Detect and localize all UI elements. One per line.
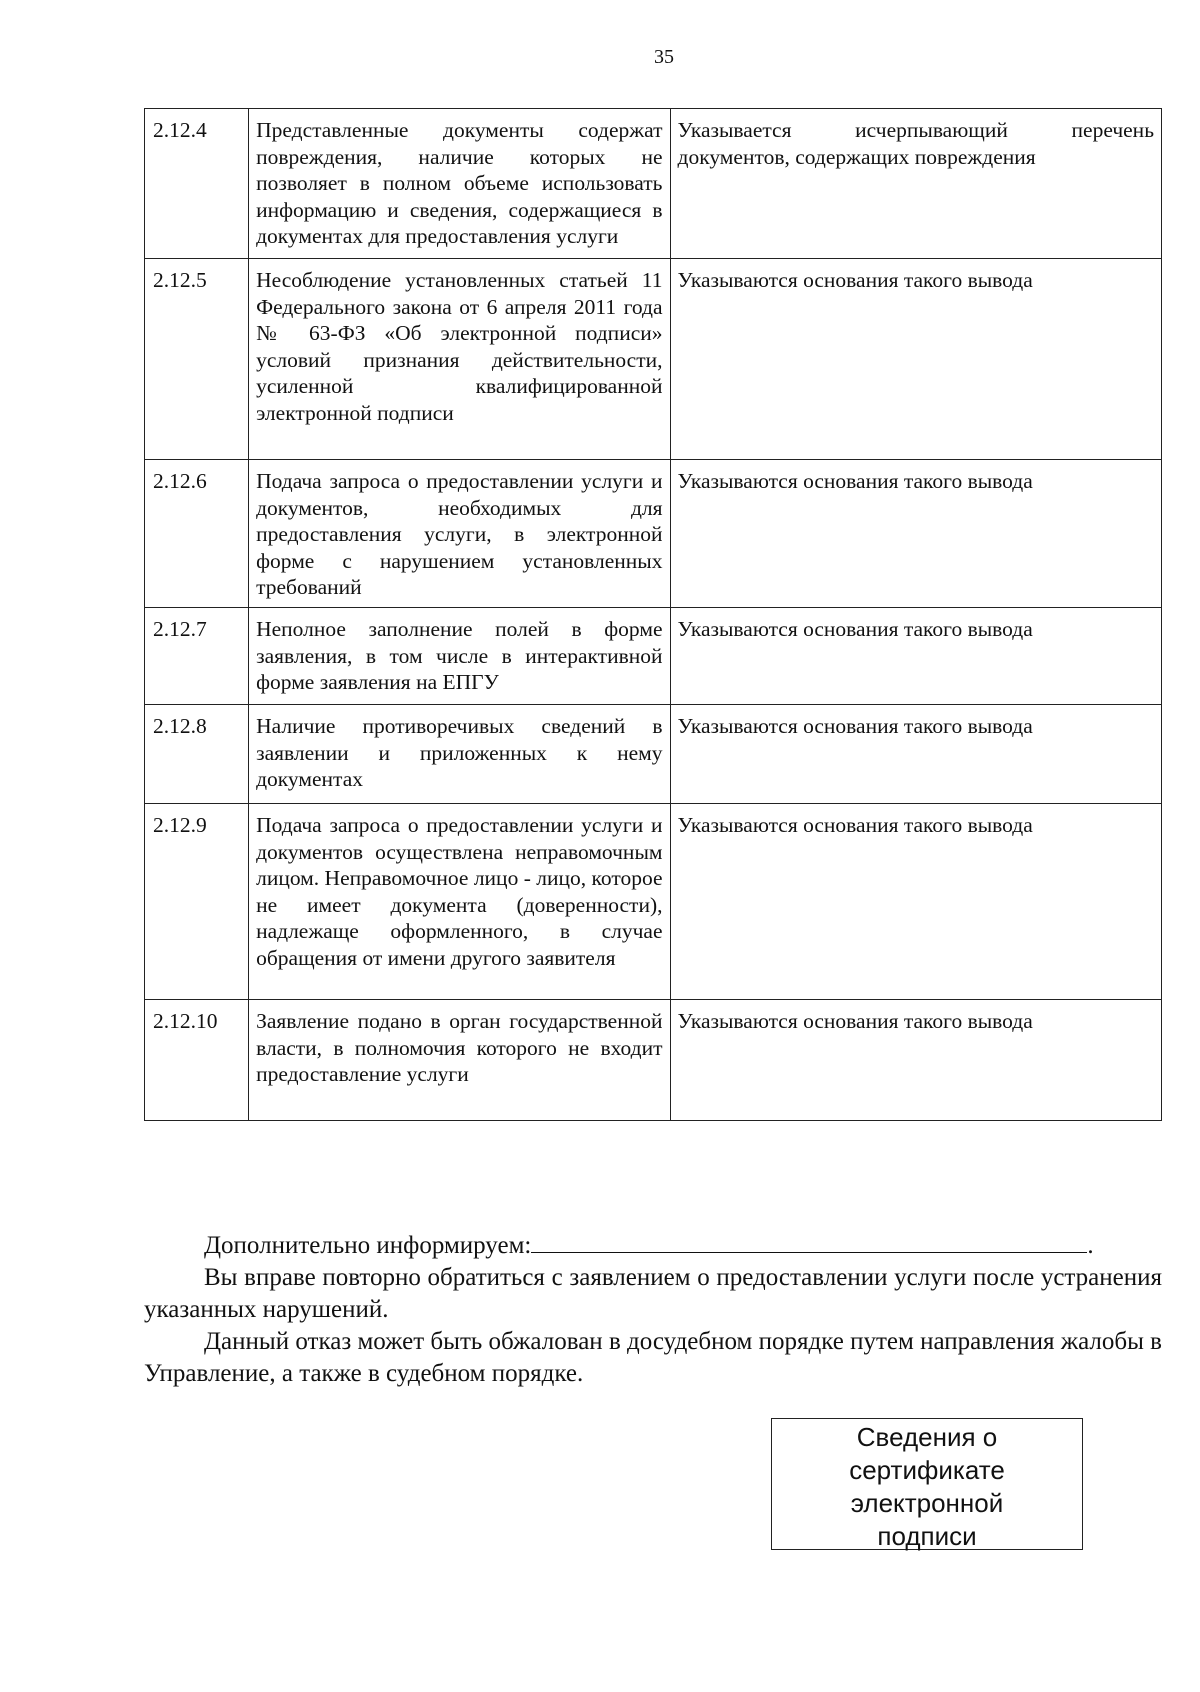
additional-info-label: Дополнительно информируем: [204, 1232, 532, 1259]
row-explanation: Указываются основания такого вывода [670, 804, 1162, 1000]
additional-info-paragraph [144, 1228, 1162, 1262]
row-code: 2.12.6 [145, 460, 249, 608]
row-explanation: Указываются основания такого вывода [670, 705, 1162, 804]
table-row [145, 1000, 1162, 1121]
row-explanation: Указывается исчерпывающий перечень документов, содержащих повреждения [670, 109, 1162, 259]
signature-box-line: сертификате [849, 1455, 1005, 1485]
row-code: 2.12.10 [145, 1000, 249, 1121]
row-explanation: Указываются основания такого вывода [670, 259, 1162, 460]
row-reason: Подача запроса о предоставлении услуги и документов осуществлена неправомочным лицом. Неправомочное лицо - лицо, которое не имеет документа (доверенности), надлежаще оформленного, в случае обращения от имени другого заявителя [249, 804, 670, 1000]
row-code: 2.12.9 [145, 804, 249, 1000]
row-reason: Заявление подано в орган государственной власти, в полномочия которого не входит предоставление услуги [249, 1000, 670, 1121]
reapply-paragraph: Вы вправе повторно обратиться с заявлением о предоставлении услуги после устранения указанных нарушений. [144, 1264, 1162, 1323]
refusal-reasons-table [144, 108, 1162, 1121]
table-row [145, 109, 1162, 259]
signature-box-line: подписи [877, 1521, 977, 1551]
table-row [145, 804, 1162, 1000]
row-explanation: Указываются основания такого вывода [670, 460, 1162, 608]
row-explanation: Указываются основания такого вывода [670, 1000, 1162, 1121]
additional-info-blank-line [531, 1228, 1087, 1253]
table-row [145, 608, 1162, 705]
row-code: 2.12.4 [145, 109, 249, 259]
row-code: 2.12.7 [145, 608, 249, 705]
closing-paragraphs [144, 1228, 1162, 1390]
table-row [145, 705, 1162, 804]
page-number: 35 [654, 46, 674, 68]
signature-box-line: Сведения о [856, 1422, 998, 1452]
row-reason: Наличие противоречивых сведений в заявлении и приложенных к нему документах [249, 705, 670, 804]
row-reason: Неполное заполнение полей в форме заявления, в том числе в интерактивной форме заявления на ЕПГУ [249, 608, 670, 705]
additional-info-end: . [1087, 1232, 1094, 1259]
row-explanation: Указываются основания такого вывода [670, 608, 1162, 705]
row-code: 2.12.8 [145, 705, 249, 804]
table-row [145, 460, 1162, 608]
row-reason: Несоблюдение установленных статьей 11 Федерального закона от 6 апреля 2011 года № 63-ФЗ «Об электронной подписи» условий признания действительности, усиленной квалифицированной электронной подписи [249, 259, 670, 460]
signature-box-line: электронной [850, 1488, 1004, 1518]
row-reason: Подача запроса о предоставлении услуги и документов, необходимых для предоставления услуги, в электронной форме с нарушением установленных требований [249, 460, 670, 608]
row-reason: Представленные документы содержат повреждения, наличие которых не позволяет в полном объеме использовать информацию и сведения, содержащиеся в документах для предоставления услуги [249, 109, 670, 259]
table-row [145, 259, 1162, 460]
appeal-paragraph: Данный отказ может быть обжалован в досудебном порядке путем направления жалобы в Управление, а также в судебном порядке. [144, 1328, 1162, 1387]
row-code: 2.12.5 [145, 259, 249, 460]
signature-certificate-box [771, 1418, 1083, 1550]
